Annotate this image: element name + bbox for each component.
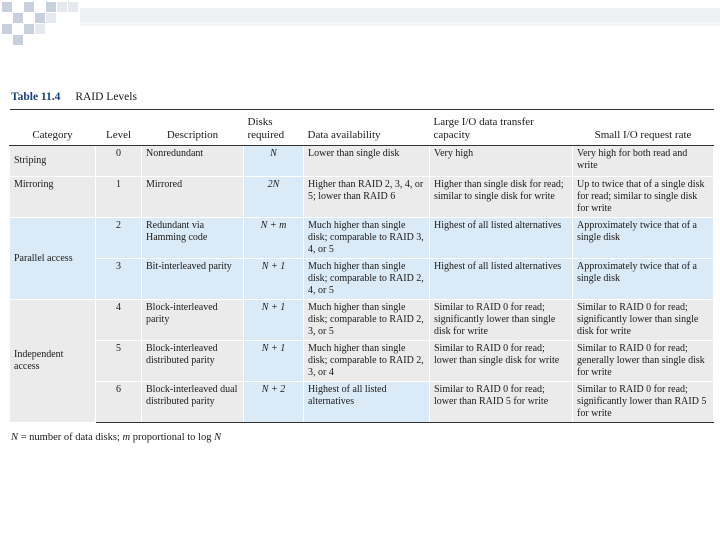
- category-striping: Striping: [10, 146, 96, 177]
- availability-cell: Much higher than single disk; comparable to RAID 3, 4, or 5: [304, 218, 430, 259]
- availability-cell: Lower than single disk: [304, 146, 430, 177]
- table-row: [10, 259, 714, 300]
- table-row: [10, 341, 714, 382]
- footnote-n-text: = number of data disks;: [18, 432, 123, 443]
- level-cell: 2: [96, 218, 142, 259]
- level-cell: 6: [96, 382, 142, 423]
- header-data-availability: Data availability: [304, 110, 430, 146]
- large-io-cell: Higher than single disk for read; similar to single disk for write: [430, 177, 573, 218]
- header-small-io: Small I/O request rate: [573, 110, 714, 146]
- footnote-log-symbol: N: [214, 432, 222, 443]
- large-io-cell: Highest of all listed alternatives: [430, 259, 573, 300]
- disks-cell: N + 1: [244, 300, 304, 341]
- raid-levels-table: [9, 109, 713, 423]
- small-io-cell: Similar to RAID 0 for read; significantly lower than RAID 5 for write: [573, 382, 714, 423]
- disks-cell: N: [244, 146, 304, 177]
- table-row: [10, 218, 714, 259]
- table-row: [10, 146, 714, 177]
- header-large-io: Large I/O data transfer capacity: [430, 110, 573, 146]
- category-mirroring: Mirroring: [10, 177, 96, 218]
- small-io-cell: Approximately twice that of a single disk: [573, 218, 714, 259]
- large-io-cell: Similar to RAID 0 for read; lower than single disk for write: [430, 341, 573, 382]
- description-cell: Block-interleaved dual distributed parity: [142, 382, 244, 423]
- level-cell: 1: [96, 177, 142, 218]
- small-io-cell: Similar to RAID 0 for read; significantly lower than single disk for write: [573, 300, 714, 341]
- header-level: Level: [96, 110, 142, 146]
- header-category: Category: [10, 110, 96, 146]
- small-io-cell: Up to twice that of a single disk for read; similar to single disk for write: [573, 177, 714, 218]
- category-independent-access: Independent access: [10, 300, 96, 423]
- table-footnote: [11, 432, 221, 443]
- footnote-m-symbol: m: [122, 432, 131, 443]
- table-title: RAID Levels: [75, 91, 137, 103]
- disks-cell: N + m: [244, 218, 304, 259]
- table-caption: [11, 91, 137, 103]
- disks-cell: N + 1: [244, 259, 304, 300]
- disks-cell: N + 2: [244, 382, 304, 423]
- availability-cell: Much higher than single disk; comparable to RAID 2, 4, or 5: [304, 259, 430, 300]
- table-row: [10, 300, 714, 341]
- description-cell: Block-interleaved distributed parity: [142, 341, 244, 382]
- slide-decoration-squares: [0, 0, 720, 46]
- large-io-cell: Very high: [430, 146, 573, 177]
- description-cell: Block-interleaved parity: [142, 300, 244, 341]
- level-cell: 4: [96, 300, 142, 341]
- description-cell: Nonredundant: [142, 146, 244, 177]
- large-io-cell: Similar to RAID 0 for read; lower than RAID 5 for write: [430, 382, 573, 423]
- level-cell: 3: [96, 259, 142, 300]
- level-cell: 0: [96, 146, 142, 177]
- table-row: [10, 177, 714, 218]
- small-io-cell: Similar to RAID 0 for read; generally lower than single disk for write: [573, 341, 714, 382]
- table-header-row: [10, 110, 714, 146]
- description-cell: Bit-interleaved parity: [142, 259, 244, 300]
- footnote-n-symbol: N: [11, 432, 19, 443]
- header-description: Description: [142, 110, 244, 146]
- disks-cell: N + 1: [244, 341, 304, 382]
- availability-cell: Highest of all listed alternatives: [304, 382, 430, 423]
- description-cell: Redundant via Hamming code: [142, 218, 244, 259]
- table-number: Table 11.4: [11, 91, 61, 103]
- availability-cell: Higher than RAID 2, 3, 4, or 5; lower than RAID 6: [304, 177, 430, 218]
- large-io-cell: Similar to RAID 0 for read; significantly lower than single disk for write: [430, 300, 573, 341]
- small-io-cell: Very high for both read and write: [573, 146, 714, 177]
- category-parallel-access: Parallel access: [10, 218, 96, 300]
- header-disks-required: Disks required: [244, 110, 304, 146]
- footnote-m-text: proportional to log: [130, 432, 215, 443]
- availability-cell: Much higher than single disk; comparable to RAID 2, 3, or 5: [304, 300, 430, 341]
- large-io-cell: Highest of all listed alternatives: [430, 218, 573, 259]
- level-cell: 5: [96, 341, 142, 382]
- small-io-cell: Approximately twice that of a single disk: [573, 259, 714, 300]
- description-cell: Mirrored: [142, 177, 244, 218]
- availability-cell: Much higher than single disk; comparable to RAID 2, 3, or 4: [304, 341, 430, 382]
- table-row: [10, 382, 714, 423]
- disks-cell: 2N: [244, 177, 304, 218]
